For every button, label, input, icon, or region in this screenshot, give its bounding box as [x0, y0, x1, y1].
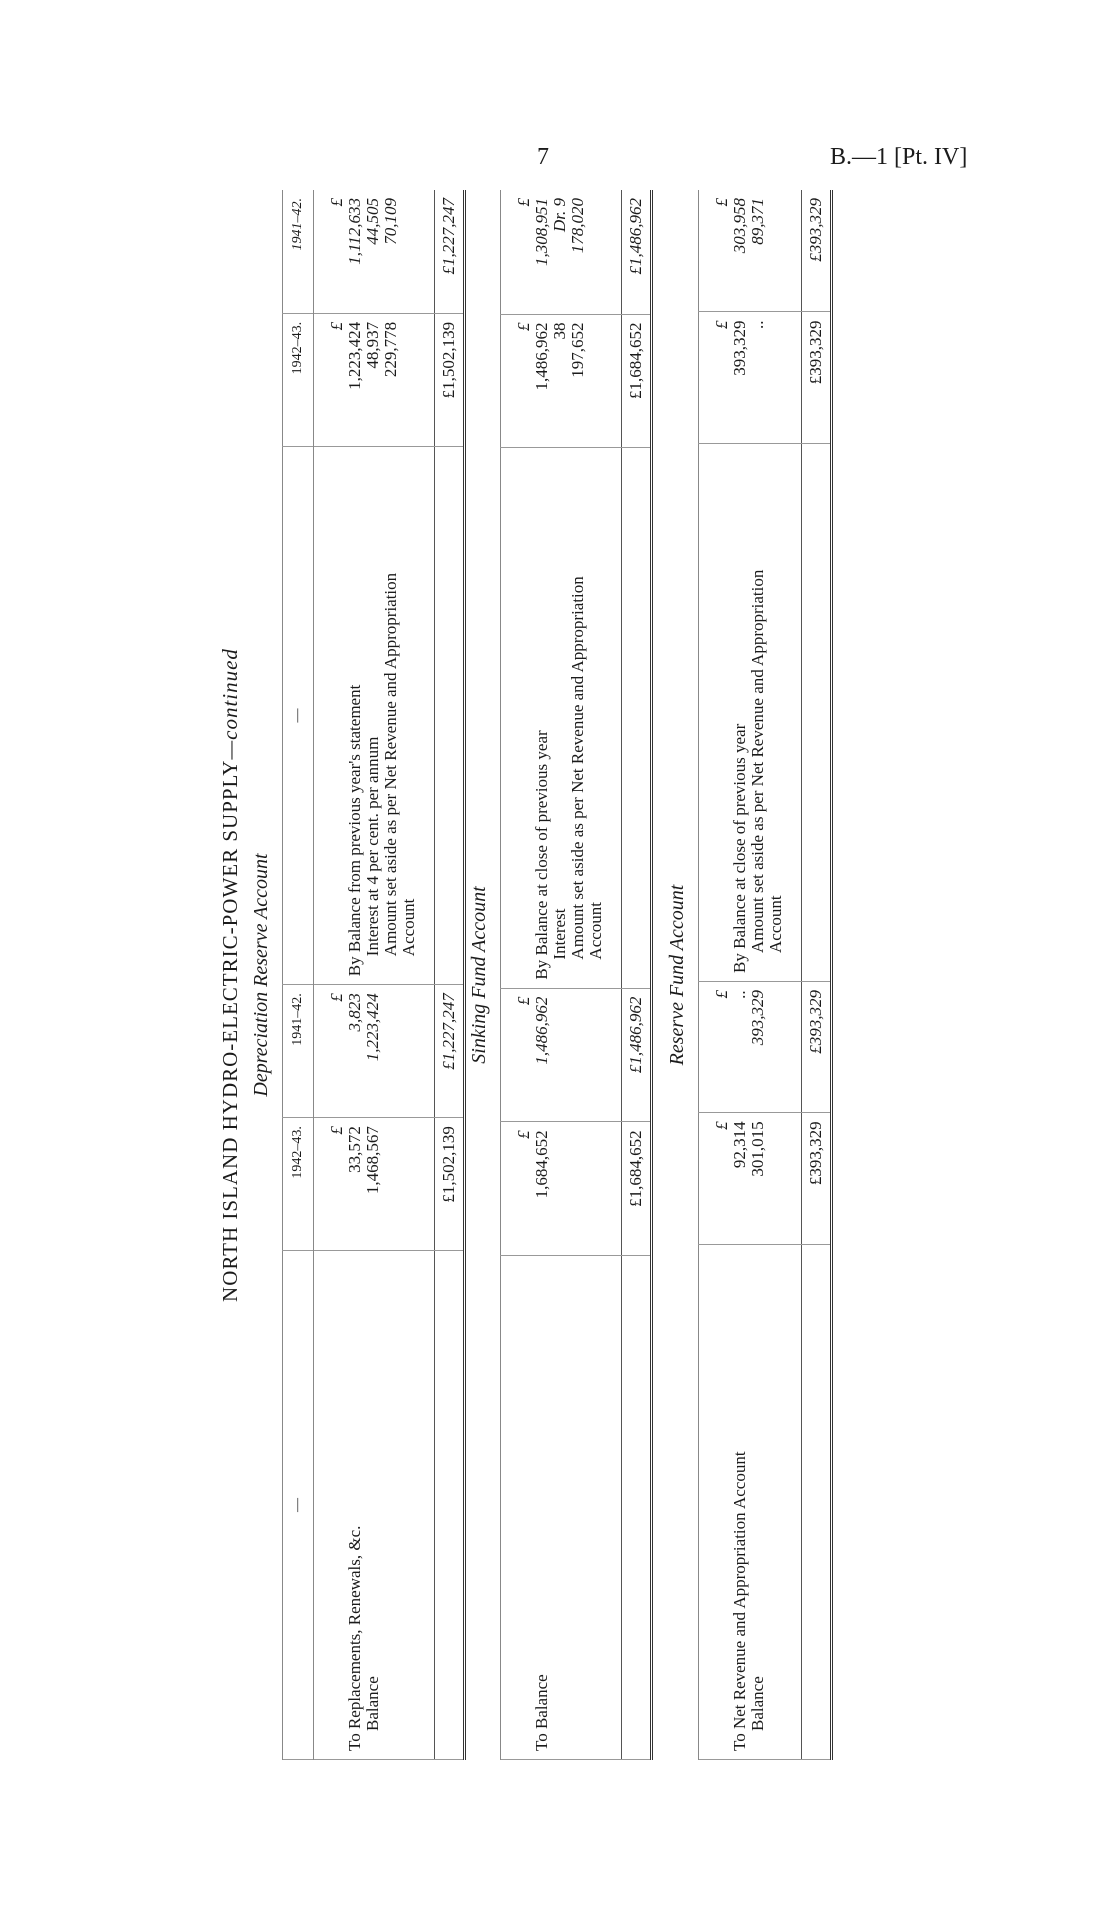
sinking-fund-debit-previous-0: 1,486,962: [532, 996, 551, 1065]
depreciation-debit-label-0: To Replacements, Renewals, &c.: [345, 1525, 364, 1751]
reserve-fund-debit-current: [699, 1113, 802, 1244]
reserve-fund-section-title: Reserve Fund Account: [666, 884, 688, 1066]
page-reference: B.—1 [Pt. IV]: [830, 144, 968, 170]
sinking-fund-total-debit-current: £1,684,652: [622, 1122, 652, 1256]
reserve-fund-total-credit-current: £393,329: [802, 312, 832, 443]
sinking-fund-credit-label-2: Amount set aside as per Net Revenue and Appropriation Account: [568, 576, 605, 960]
sinking-fund-table: [500, 190, 653, 1760]
reserve-fund-debit-current-1: 301,015: [748, 1121, 767, 1177]
reserve-fund-debit-previous-0: ..: [730, 989, 749, 999]
depreciation-debit-current-1: 1,468,567: [363, 1126, 382, 1195]
header-year-current-right: 1942–43.: [283, 313, 314, 446]
reserve-fund-credit-label-1: Amount set aside as per Net Revenue and Appropriation Account: [748, 569, 785, 953]
depreciation-credit-label-2: Amount set aside as per Net Revenue and Appropriation Account: [381, 572, 418, 957]
reserve-fund-debit-labels: [699, 1244, 802, 1759]
sinking-fund-credit-previous-1: Dr. 9: [550, 198, 569, 233]
depreciation-debit-label-1: Balance: [363, 1676, 382, 1731]
depreciation-table: [282, 190, 466, 1760]
depreciation-credit-current-1: 48,937: [363, 321, 382, 369]
sinking-fund-credit-previous-0: 1,308,951: [532, 198, 551, 266]
header-year-previous-left: 1941–42.: [283, 985, 314, 1118]
reserve-fund-total-debit-previous: £393,329: [802, 981, 832, 1112]
sinking-fund-debit-label-0: To Balance: [532, 1674, 551, 1751]
reserve-fund-total-row: [802, 190, 832, 1760]
pound-sign: £: [327, 1126, 346, 1135]
header-dash-left: —: [283, 1250, 314, 1759]
header-dash-right: —: [283, 446, 314, 984]
reserve-fund-credit-labels: [699, 443, 802, 981]
pound-sign: £: [514, 1130, 533, 1139]
depreciation-debit-labels: [314, 1250, 435, 1759]
depreciation-credit-current-0: 1,223,424: [345, 321, 364, 390]
sinking-fund-debit-previous: [501, 988, 622, 1122]
reserve-fund-credit-label-0: By Balance at close of previous year: [730, 723, 749, 973]
sinking-fund-body-row: [501, 190, 622, 1760]
sinking-fund-credit-previous: [501, 190, 622, 314]
reserve-fund-credit-previous: [699, 190, 802, 312]
document-title: [218, 190, 243, 1760]
document-title-text: NORTH ISLAND HYDRO-ELECTRIC-POWER SUPPLY: [218, 759, 242, 1302]
reserve-fund-credit-current: [699, 312, 802, 443]
depreciation-total-debit-current: £1,502,139: [435, 1118, 465, 1251]
depreciation-debit-current: [314, 1118, 435, 1251]
depreciation-credit-previous-2: 70,109: [381, 198, 400, 245]
reserve-fund-debit-previous: [699, 981, 802, 1112]
depreciation-total-credit-previous: £1,227,247: [435, 190, 465, 313]
sinking-fund-credit-label-1: Interest: [550, 908, 569, 960]
reserve-fund-credit-previous-0: 303,958: [730, 198, 749, 254]
reserve-fund-credit-previous-1: 89,371: [748, 198, 767, 245]
pound-sign: £: [327, 321, 346, 331]
pound-sign: £: [327, 993, 346, 1002]
depreciation-credit-label-1: Interest at 4 per cent. per annum: [363, 736, 382, 957]
depreciation-credit-previous-1: 44,505: [363, 198, 382, 245]
sinking-fund-credit-label-0: By Balance at close of previous year: [532, 730, 551, 980]
sinking-fund-debit-current-0: 1,684,652: [532, 1130, 551, 1199]
reserve-fund-debit-current-0: 92,314: [730, 1121, 749, 1169]
depreciation-header-row: [283, 190, 314, 1760]
depreciation-credit-current-2: 229,778: [381, 321, 400, 378]
document-title-suffix: —continued: [218, 648, 242, 760]
reserve-fund-credit-current-1: ..: [748, 320, 767, 329]
depreciation-debit-previous-0: 3,823: [345, 993, 364, 1032]
depreciation-debit-previous-1: 1,223,424: [363, 993, 382, 1062]
sinking-fund-total-credit-current: £1,684,652: [622, 314, 652, 448]
depreciation-total-debit-previous: £1,227,247: [435, 985, 465, 1118]
pound-sign: £: [712, 989, 731, 999]
rotated-page-content: [210, 190, 910, 1760]
sinking-fund-credit-current-2: 197,652: [568, 322, 587, 378]
reserve-fund-credit-current-0: 393,329: [730, 320, 749, 376]
pound-sign: £: [514, 322, 533, 332]
depreciation-section-title: Depreciation Reserve Account: [250, 853, 272, 1097]
depreciation-credit-previous-0: 1,112,633: [345, 198, 364, 265]
depreciation-total-row: [435, 190, 465, 1760]
sinking-fund-section-title: Sinking Fund Account: [468, 886, 490, 1064]
depreciation-credit-labels: [314, 446, 435, 984]
sinking-fund-total-debit-previous: £1,486,962: [622, 988, 652, 1122]
reserve-fund-body-row: [699, 190, 802, 1760]
header-year-current-left: 1942–43.: [283, 1118, 314, 1251]
sinking-fund-credit-previous-2: 178,020: [568, 198, 587, 254]
pound-sign: £: [712, 1121, 731, 1130]
reserve-fund-debit-label-0: To Net Revenue and Appropriation Account: [730, 1451, 749, 1751]
depreciation-credit-label-0: By Balance from previous year's statement: [345, 684, 364, 977]
sinking-fund-total-row: [622, 190, 652, 1760]
sinking-fund-debit-current: [501, 1122, 622, 1256]
sinking-fund-debit-labels: [501, 1256, 622, 1760]
reserve-fund-debit-previous-1: 393,329: [748, 989, 767, 1046]
header-year-previous-right: 1941–42.: [283, 190, 314, 313]
pound-sign: £: [712, 198, 731, 207]
pound-sign: £: [514, 198, 533, 207]
depreciation-body-row: [314, 190, 435, 1760]
sinking-fund-credit-current-0: 1,486,962: [532, 322, 551, 391]
depreciation-debit-previous: [314, 985, 435, 1118]
depreciation-credit-previous: [314, 190, 435, 313]
sinking-fund-credit-current: [501, 314, 622, 448]
pound-sign: £: [327, 198, 346, 207]
reserve-fund-total-debit-current: £393,329: [802, 1113, 832, 1244]
page-number: 7: [537, 144, 549, 170]
reserve-fund-debit-label-1: Balance: [748, 1676, 767, 1731]
depreciation-total-credit-current: £1,502,139: [435, 313, 465, 446]
sinking-fund-credit-labels: [501, 448, 622, 988]
reserve-fund-table: [698, 190, 833, 1760]
depreciation-credit-current: [314, 313, 435, 446]
depreciation-debit-current-0: 33,572: [345, 1126, 364, 1173]
reserve-fund-total-credit-previous: £393,329: [802, 190, 832, 312]
sinking-fund-total-credit-previous: £1,486,962: [622, 190, 652, 314]
sinking-fund-credit-current-1: 38: [550, 322, 569, 340]
pound-sign: £: [514, 996, 533, 1006]
pound-sign: £: [712, 320, 731, 329]
